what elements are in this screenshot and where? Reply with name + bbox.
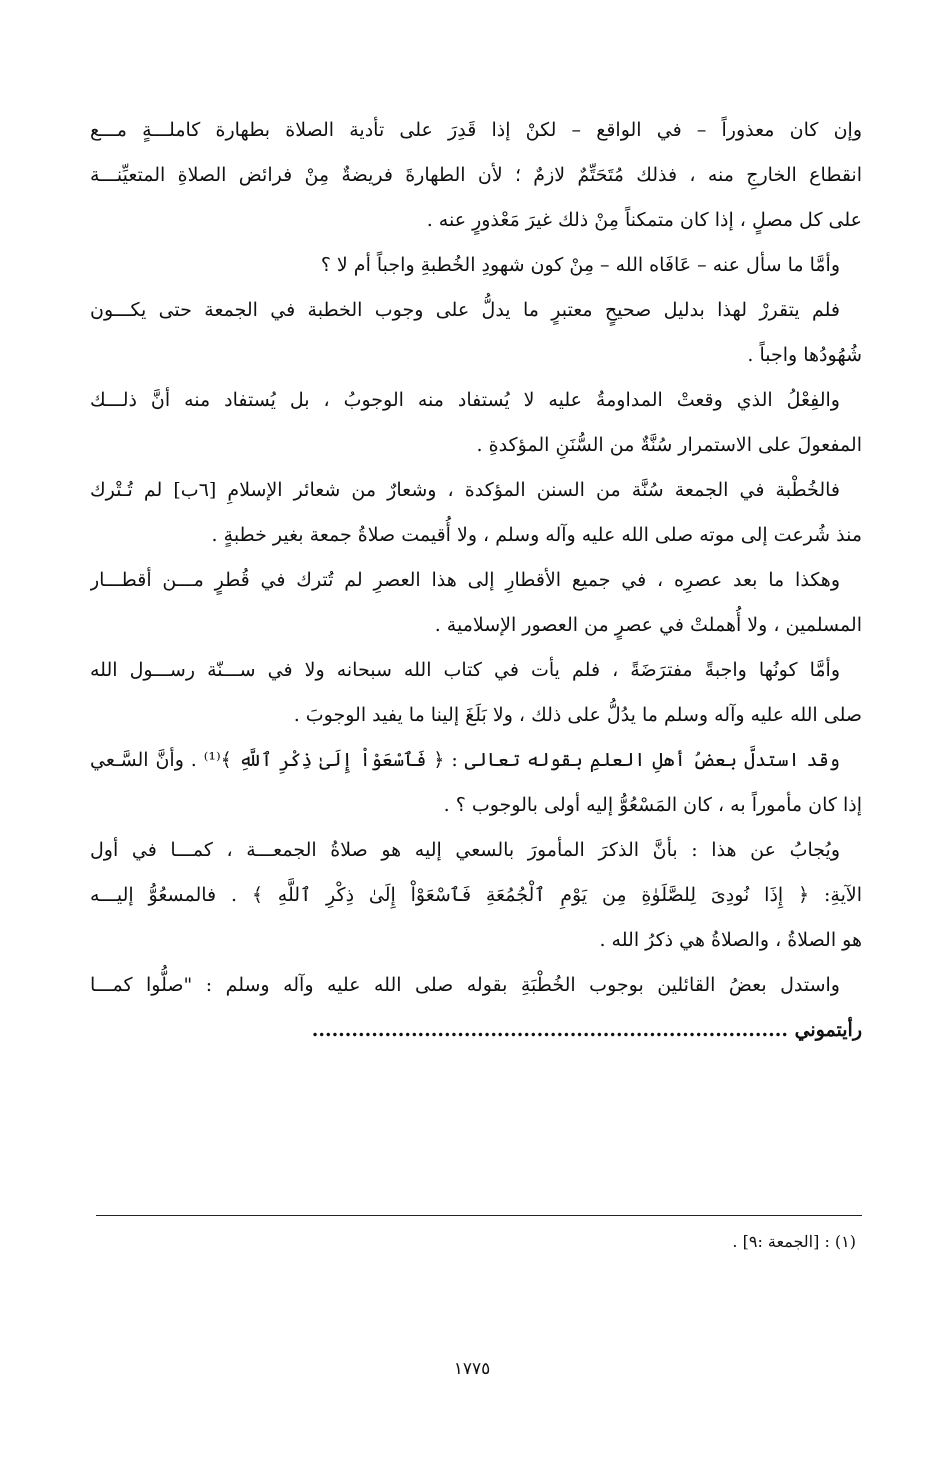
- text-line: ويُجابُ عن هذا : بأنَّ الذكرَ المأمورَ بالسعي إليه هو صلاةُ الجمعـــة ، كمـــا في أول: [90, 839, 840, 861]
- text-line: شُهُودُها واجباً .: [747, 344, 862, 366]
- footnote: (١) : [الجمعة :٩] .: [732, 1232, 856, 1251]
- text-line: المفعولَ على الاستمرار سُنَّةٌ من السُّنَنِ المؤكدةِ .: [476, 434, 862, 456]
- text-line: وهكذا ما بعد عصرِه ، في جميع الأقطارِ إلى هذا العصرِ لم تُترك في قُطرٍ مـــن أقطـــار: [90, 569, 840, 591]
- text-line: وأمَّا ما سأل عنه – عَافَاه الله – مِنْ كون شهودِ الخُطبةِ واجباً أم لا ؟: [320, 254, 840, 276]
- text-line: وقد استدلَّ بعضُ أهلِ العلمِ بقوله تعالى : ﴿ فَٱسْعَوْاْ إِلَىٰ ذِكْرِ ٱللَّهِ ﴾⁽¹⁾ . وأنَّ السَّـعي: [90, 749, 840, 771]
- footnote-divider: [96, 1215, 862, 1216]
- text-line: إذا كان مأموراً به ، كان المَسْعُوُّ إليه أولى بالوجوب ؟ .: [443, 794, 862, 816]
- page-body: [90, 108, 862, 1053]
- text-line: وإن كان معذوراً – في الواقع – لكنْ إذا قَدِرَ على تأدية الصلاة بطهارة كاملـــةٍ مـــع: [90, 119, 862, 141]
- text-line: فلم يتقررْ لهذا بدليل صحيحٍ معتبرٍ ما يدلُّ على وجوب الخطبة في الجمعة حتى يكـــون: [90, 299, 840, 321]
- text-line: رأيتموني ........................................................................: [311, 1019, 862, 1041]
- text-line: والفِعْلُ الذي وقعتْ المداومةُ عليه لا يُستفاد منه الوجوبُ ، بل يُستفاد منه أنَّ ذلـــك: [90, 389, 840, 411]
- page-number: ١٧٧٥: [453, 1359, 491, 1379]
- text-line: وأمَّا كونُها واجبةً مفترَضَةً ، فلم يأت في كتاب الله سبحانه ولا في ســـنّة رســـول الله: [90, 659, 840, 681]
- text-line: واستدل بعضُ القائلين بوجوب الخُطْبَةِ بقوله صلى الله عليه وآله وسلم : "صلُّوا كمـــا: [90, 974, 840, 996]
- text-line: منذ شُرعت إلى موته صلى الله عليه وآله وسلم ، ولا أُقيمت صلاةُ جمعة بغير خطبةٍ .: [211, 524, 862, 546]
- text-line: صلى الله عليه وآله وسلم ما يدُلُّ على ذلك ، ولا بَلَغَ إلينا ما يفيد الوجوبَ .: [293, 704, 862, 726]
- text-line: انقطاع الخارجِ منه ، فذلك مُتَحَتِّمٌ لازمٌ ؛ لأن الطهارةَ فريضةٌ مِنْ فرائض الصلاةِ المتعيِّنـــة: [90, 164, 862, 186]
- text-line: فالخُطْبة في الجمعة سُنَّة من السنن المؤكدة ، وشعارٌ من شعائر الإسلامِ [٦ب] لم تُـتْرك: [90, 479, 840, 501]
- text-line: المسلمين ، ولا أُهملتْ في عصرٍ من العصور الإسلامية .: [434, 614, 862, 636]
- text-line: هو الصلاةُ ، والصلاةُ هي ذكرُ الله .: [599, 929, 862, 951]
- text-line: الآيةِ: ﴿ إِذَا نُودِىَ لِلصَّلَوٰةِ مِن يَوْمِ ٱلْجُمُعَةِ فَٱسْعَوْاْ إِلَىٰ ذِكْرِ ٱللَّهِ ﴾ . فالمسعُوُّ إليـــه: [90, 884, 862, 906]
- text-line: على كل مصلٍ ، إذا كان متمكناً مِنْ ذلك غيرَ مَعْذورٍ عنه .: [426, 209, 862, 231]
